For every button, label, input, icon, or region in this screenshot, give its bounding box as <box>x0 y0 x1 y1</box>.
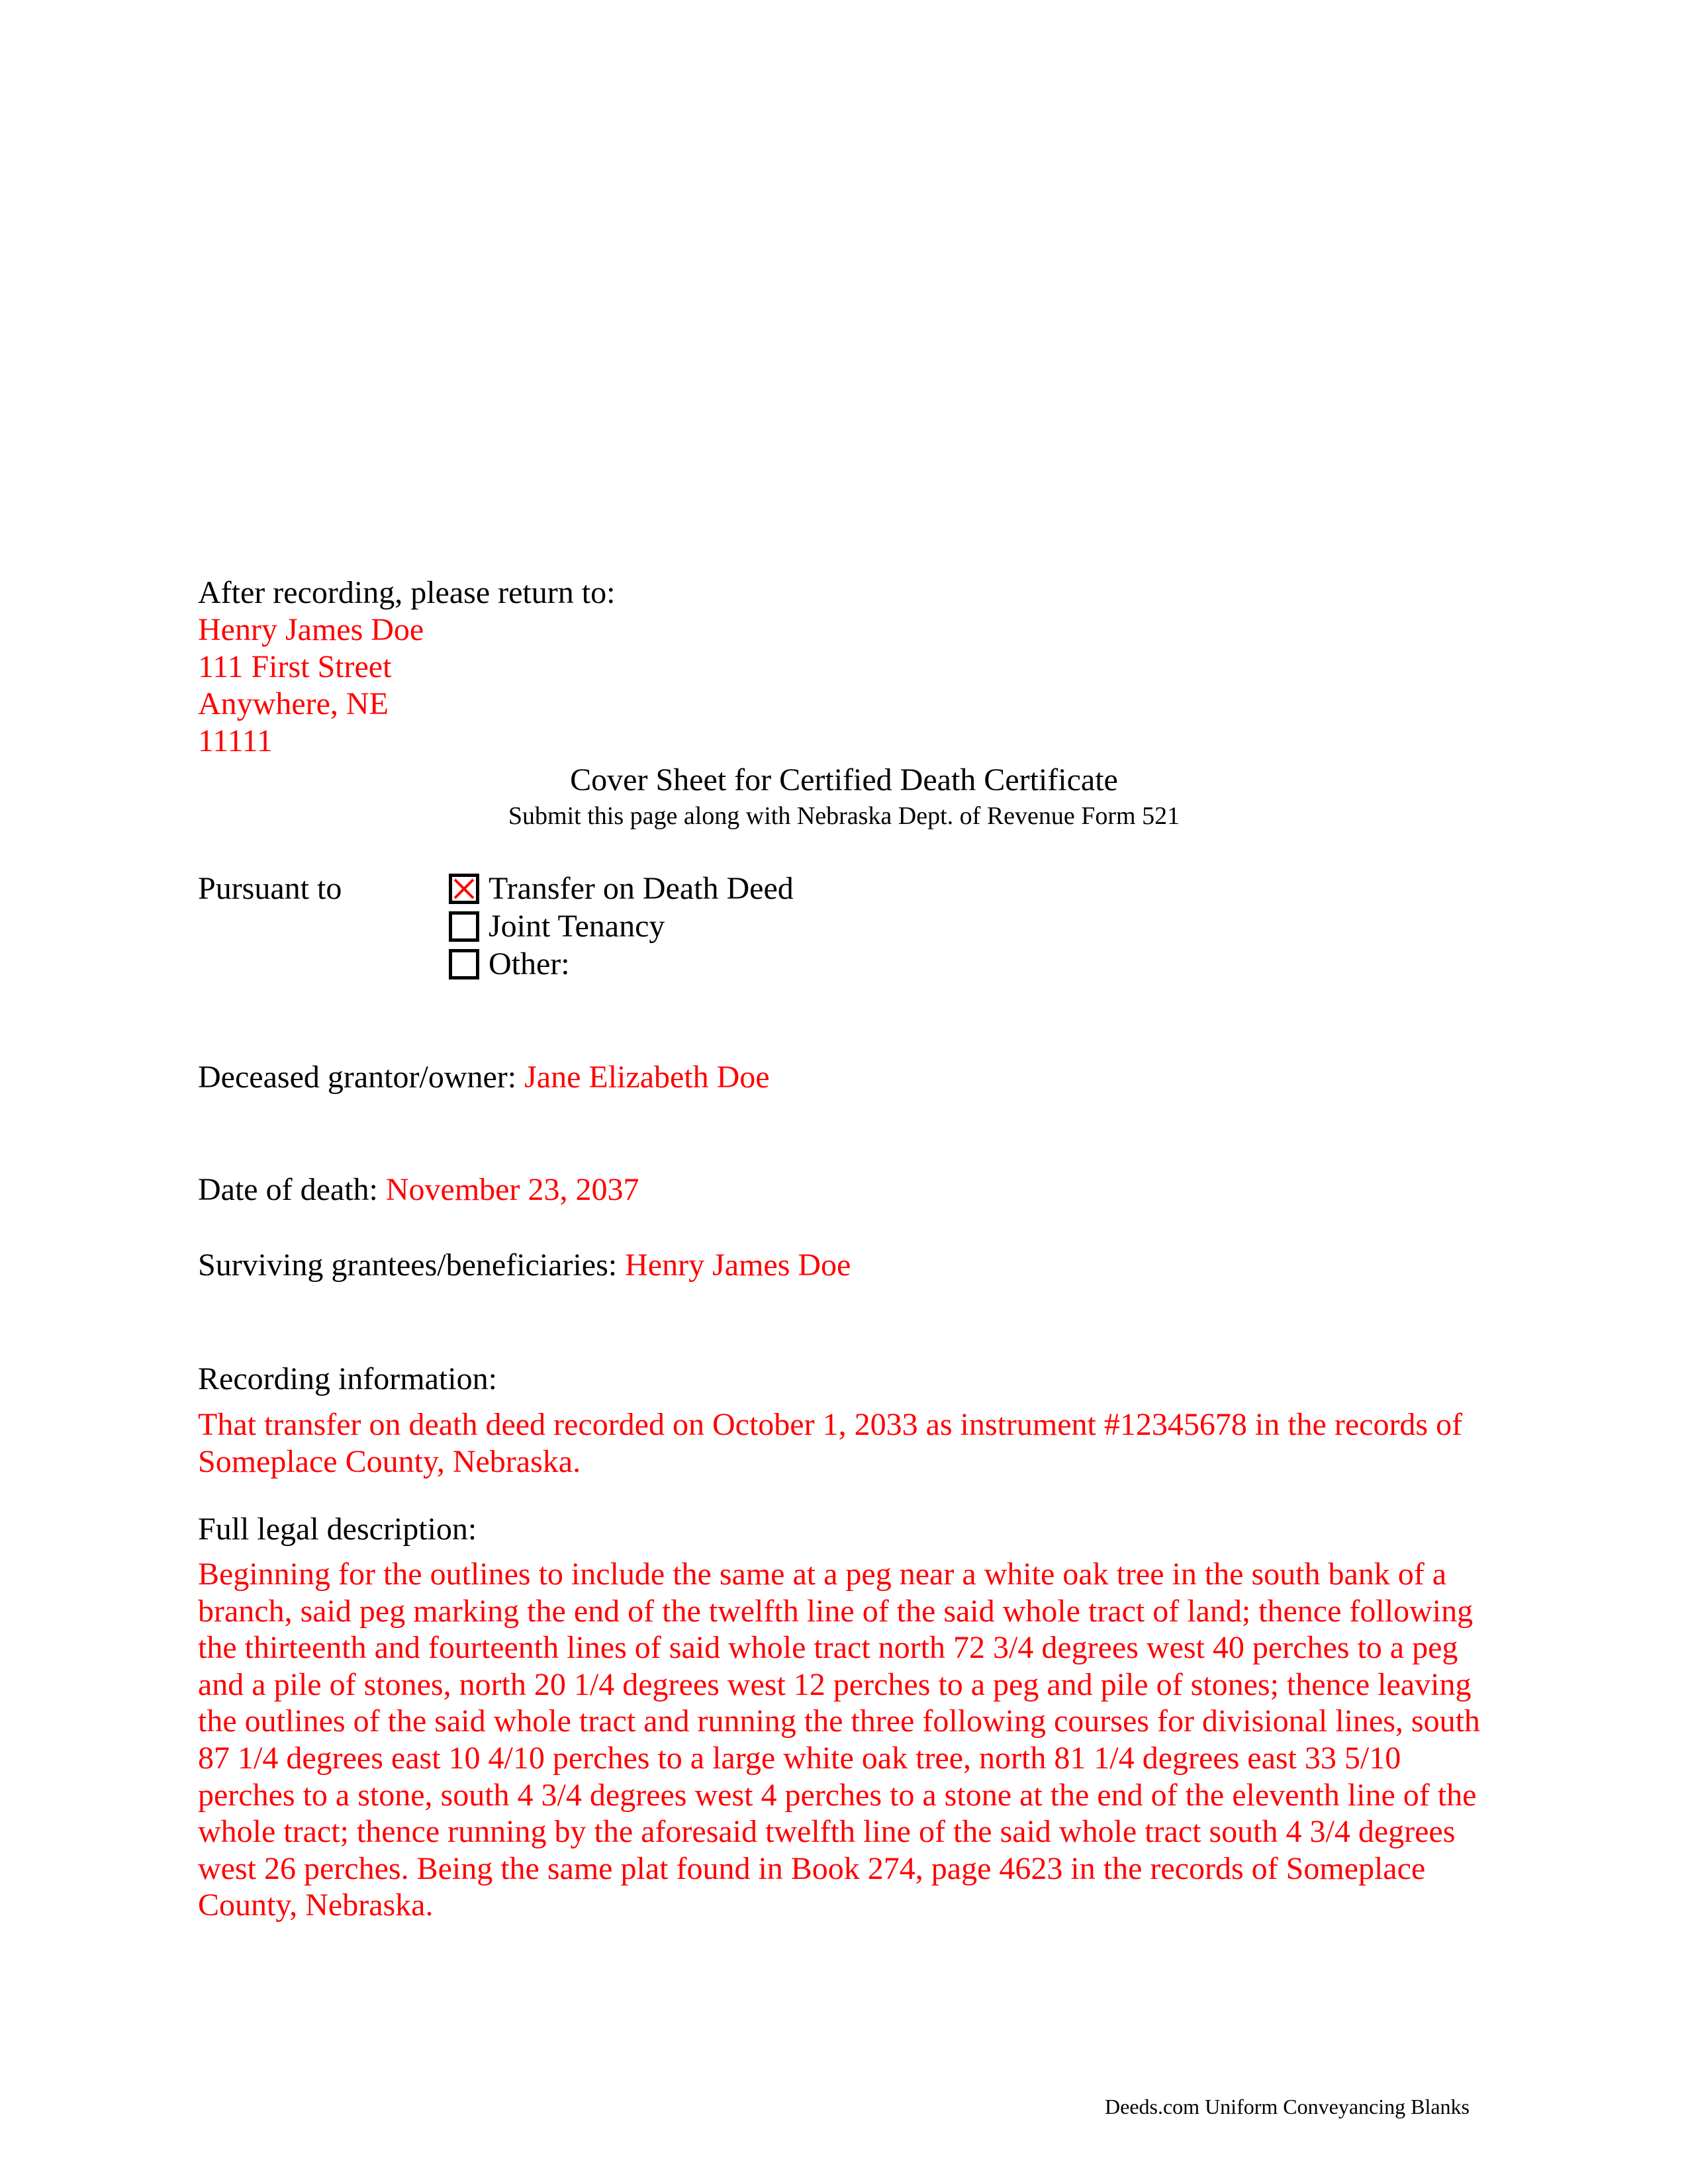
deceased-row <box>198 1059 770 1096</box>
option-joint-tenancy[interactable] <box>449 908 665 945</box>
return-zip: 11111 <box>198 723 273 758</box>
legal-description-text: Beginning for the outlines to include the same at a peg near a white oak tree in the south bank of a branch, said peg marking the end of the twelfth line of the said whole tract of land; thence following the thirteenth and fourteenth lines of said whole tract north 72 3/4 degrees west 40 perches to a peg and a pile of stones, north 20 1/4 degrees west 12 perches to a peg and pile of stones; thence leaving the outlines of the said whole tract and running the three following courses for divisional lines, south 87 1/4 degrees east 10 4/10 perches to a large white oak tree, north 81 1/4 degrees east 33 5/10 perches to a stone, south 4 3/4 degrees west 4 perches to a stone at the end of the eleventh line of the whole tract; thence running by the aforesaid twelfth line of the said whole tract south 4 3/4 degrees west 26 perches. Being the same plat found in Book 274, page 4623 in the records of Someplace County, Nebraska. <box>198 1557 1480 1923</box>
surviving-value: Henry James Doe <box>625 1248 851 1283</box>
option-label: Joint Tenancy <box>489 909 665 944</box>
option-label: Transfer on Death Deed <box>489 871 794 906</box>
date-of-death-value: November 23, 2037 <box>385 1172 639 1207</box>
page-title: Cover Sheet for Certified Death Certificate <box>570 762 1118 797</box>
surviving-beneficiaries-row <box>198 1247 851 1284</box>
return-label: After recording, please return to: <box>198 575 616 610</box>
option-transfer-on-death-deed[interactable] <box>449 870 794 907</box>
date-of-death-row <box>198 1171 639 1208</box>
date-of-death-label: Date of death: <box>198 1172 378 1207</box>
surviving-label: Surviving grantees/beneficiaries: <box>198 1248 618 1283</box>
option-other[interactable] <box>449 946 570 983</box>
legal-description-label: Full legal description: <box>198 1512 477 1547</box>
checkbox-checked[interactable] <box>449 874 479 904</box>
return-address-block <box>198 574 615 760</box>
footer-text: Deeds.com Uniform Conveyancing Blanks <box>1105 2095 1470 2118</box>
pursuant-label: Pursuant to <box>198 871 342 906</box>
checkbox-unchecked[interactable] <box>449 949 479 979</box>
return-name: Henry James Doe <box>198 612 424 647</box>
option-label: Other: <box>489 946 570 981</box>
recording-label: Recording information: <box>198 1361 497 1396</box>
return-city-state: Anywhere, NE <box>198 686 389 721</box>
return-street: 111 First Street <box>198 649 392 684</box>
deceased-value: Jane Elizabeth Doe <box>524 1060 770 1095</box>
recording-text: That transfer on death deed recorded on October 1, 2033 as instrument #12345678 in the records of Someplace County, Nebraska. <box>198 1407 1463 1479</box>
deceased-label: Deceased grantor/owner: <box>198 1060 517 1095</box>
page-subtitle: Submit this page along with Nebraska Dept. of Revenue Form 521 <box>508 802 1180 830</box>
checkbox-unchecked[interactable] <box>449 911 479 942</box>
x-mark-icon <box>452 877 476 901</box>
